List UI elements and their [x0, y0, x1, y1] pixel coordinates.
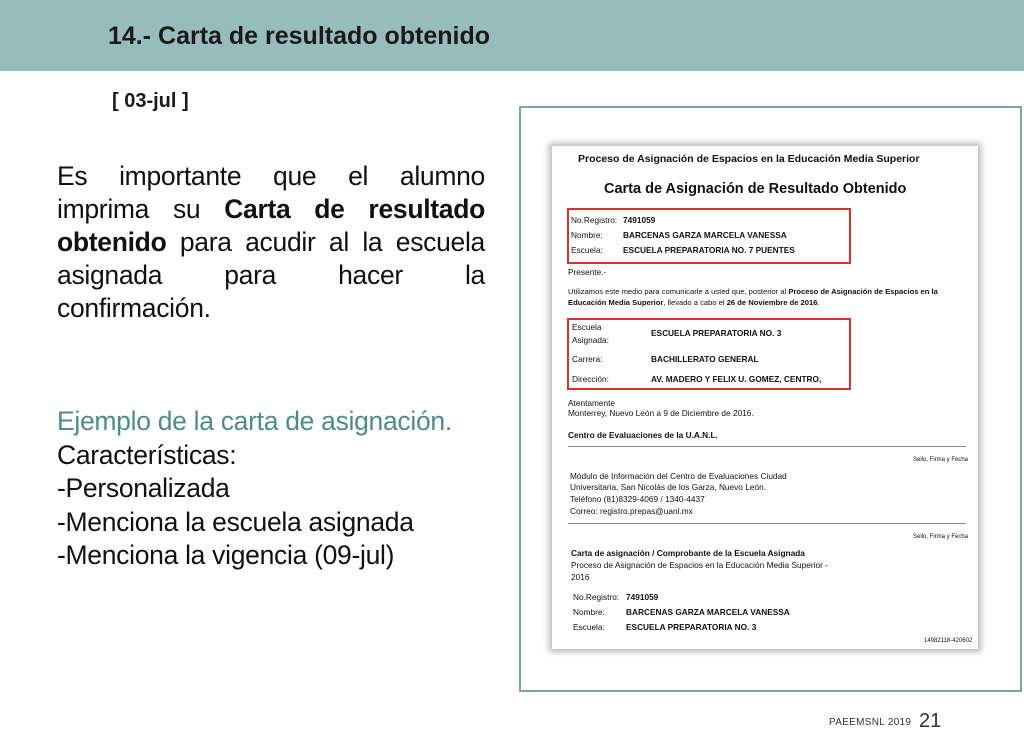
letter-title: Carta de Asignación de Resultado Obtenido [604, 181, 907, 197]
asignada-label: Escuela [572, 322, 602, 332]
signature-line [568, 523, 966, 524]
place-date-text: Monterrey, Nuevo León a 9 de Diciembre de 2016. [568, 408, 754, 418]
c-nombre-label: Nombre: [573, 607, 605, 617]
intro-text: Utilizamos este medio para comunicarle a usted que, posterior al [568, 287, 789, 296]
carrera-value: BACHILLERATO GENERAL [651, 354, 759, 364]
c-registro-value: 7491059 [626, 592, 659, 602]
paragraph-line: Es importante que el alumno [57, 161, 485, 191]
paragraph-bold: obtenido [57, 227, 167, 257]
sello-label: Sello, Firma y Fecha [913, 534, 969, 540]
paragraph-text: imprima su [57, 194, 225, 224]
example-section [57, 405, 517, 573]
feature-item: -Menciona la escuela asignada [57, 506, 414, 537]
correo-text: Correo: registro.prepas@uanl.mx [570, 506, 693, 516]
asignada-value: ESCUELA PREPARATORIA NO. 3 [651, 328, 782, 338]
example-heading: Ejemplo de la carta de asignación. [57, 406, 452, 436]
centro-text: Centro de Evaluaciones de la U.A.N.L. [568, 430, 718, 440]
c-registro-label: No.Registro: [573, 592, 620, 602]
c-escuela-value: ESCUELA PREPARATORIA NO. 3 [626, 622, 757, 632]
signature-line [568, 446, 966, 447]
presente-text: Presente.- [568, 267, 607, 277]
letter-header: Proceso de Asignación de Espacios en la Educación Media Superior [578, 153, 920, 165]
modulo-text: Módulo de Información del Centro de Evaluaciones Ciudad [570, 471, 787, 481]
assignment-letter [552, 146, 978, 649]
direccion-label: Dirección: [572, 374, 609, 384]
nombre-value: BARCENAS GARZA MARCELA VANESSA [623, 230, 787, 240]
intro-paragraph [57, 160, 485, 325]
comprobante-subtitle: Proceso de Asignación de Espacios en la Educación Media Superior - [571, 560, 828, 570]
c-escuela-label: Escuela: [573, 622, 605, 632]
modulo-text: Universitaria, San Nicolás de los Garza, Nuevo León. [570, 482, 766, 492]
registro-label: No.Registro: [571, 215, 618, 225]
intro-bold: Educación Media Superior [568, 298, 664, 307]
telefono-text: Teléfono (81)8329-4069 / 1340-4437 [570, 494, 705, 504]
paragraph-line: asignada para hacer la [57, 260, 485, 290]
nombre-label: Nombre: [571, 230, 603, 240]
intro-line-2 [568, 298, 820, 307]
intro-line-1 [568, 287, 938, 296]
sello-label: Sello, Firma y Fecha [913, 457, 969, 463]
slide-title: 14.- Carta de resultado obtenido [108, 22, 491, 50]
intro-bold: 26 de Noviembre de 2016 [726, 298, 818, 307]
comprobante-title: Carta de asignación / Comprobante de la Escuela Asignada [571, 548, 805, 558]
feature-item: -Personalizada [57, 473, 230, 503]
asignada-label: Asignada: [572, 335, 609, 345]
intro-text: , llevado a cabo el [663, 298, 727, 307]
carrera-label: Carrera: [572, 354, 603, 364]
paragraph-line [57, 226, 485, 259]
footer-label: PAEEMSNL 2019 [829, 717, 912, 728]
intro-bold: Proceso de Asignación de Espacios en la [788, 287, 938, 296]
c-nombre-value: BARCENAS GARZA MARCELA VANESSA [626, 607, 790, 617]
folio-number: 14982118-420602 [924, 638, 973, 644]
page-number: 21 [919, 710, 942, 732]
paragraph-line: confirmación. [57, 293, 211, 323]
features-label: Características: [57, 439, 237, 470]
paragraph-line [57, 193, 485, 226]
paragraph-text: para acudir al la escuela [166, 227, 485, 257]
date-tag: [ 03-jul ] [112, 90, 189, 112]
feature-item: -Menciona la vigencia (09-jul) [57, 540, 395, 570]
comprobante-subtitle: 2016 [571, 572, 590, 582]
atentamente-text: Atentamente [568, 398, 616, 408]
direccion-value: AV. MADERO Y FELIX U. GOMEZ, CENTRO, [651, 374, 822, 384]
escuela-value: ESCUELA PREPARATORIA NO. 7 PUENTES [623, 245, 795, 255]
escuela-label: Escuela: [571, 245, 603, 255]
registro-value: 7491059 [623, 215, 656, 225]
paragraph-bold: Carta de resultado [224, 194, 486, 224]
intro-text: . [817, 298, 820, 307]
